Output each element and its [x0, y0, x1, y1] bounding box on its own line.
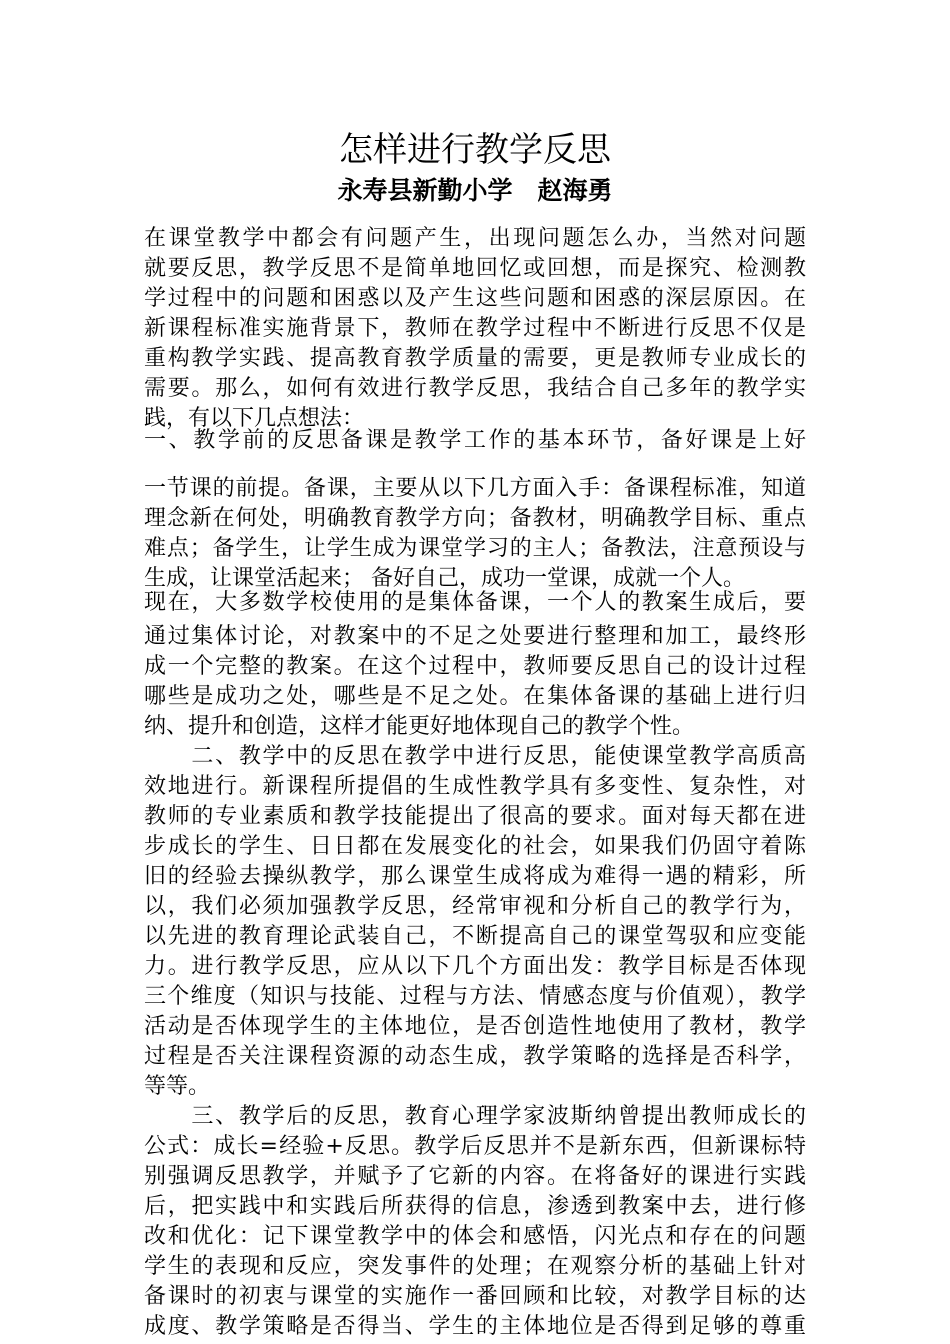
body-line: 等等。 [144, 1074, 211, 1099]
body-line: 备课时的初衷与课堂的实施作一番回顾和比较，对教学目标的达 [144, 1284, 806, 1309]
body-line: 就要反思，教学反思不是简单地回忆或回想，而是探究、检测教 [144, 256, 806, 281]
body-line: 通过集体讨论，对教案中的不足之处要进行整理和加工，最终形 [144, 624, 806, 649]
body-line: 公式：成长=经验+反思。教学后反思并不是新东西，但新课标特 [144, 1134, 806, 1159]
body-line: 效地进行。新课程所提倡的生成性教学具有多变性、复杂性，对 [144, 774, 806, 799]
body-line: 后，把实践中和实践后所获得的信息，渗透到教案中去，进行修 [144, 1194, 806, 1219]
body-line: 理念新在何处，明确教育教学方向；备教材，明确教学目标、重点 [144, 506, 806, 531]
body-line: 以先进的教育理论武装自己，不断提高自己的课堂驾驭和应变能 [144, 924, 806, 949]
body-line: 现在，大多数学校使用的是集体备课，一个人的教案生成后，要 [144, 590, 806, 615]
body-line: 纳、提升和创造，这样才能更好地体现自己的教学个性。 [144, 714, 695, 739]
body-line: 活动是否体现学生的主体地位，是否创造性地使用了教材，教学 [144, 1014, 806, 1039]
body-line: 教师的专业素质和教学技能提出了很高的要求。面对每天都在进 [144, 804, 806, 829]
body-line: 在课堂教学中都会有问题产生，出现问题怎么办，当然对问题 [144, 226, 806, 251]
body-line: 一、教学前的反思备课是教学工作的基本环节，备好课是上好 [144, 428, 806, 453]
body-line: 三、教学后的反思，教育心理学家波斯纳曾提出教师成长的 [144, 1104, 806, 1129]
body-line: 改和优化：记下课堂教学中的体会和感悟，闪光点和存在的问题 [144, 1224, 806, 1249]
body-line: 一节课的前提。备课，主要从以下几方面入手：备课程标准，知道 [144, 476, 806, 501]
body-line: 过程是否关注课程资源的动态生成，教学策略的选择是否科学， [144, 1044, 806, 1069]
body-line: 三个维度（知识与技能、过程与方法、情感态度与价值观），教学 [144, 984, 806, 1009]
body-line: 重构教学实践、提高教育教学质量的需要，更是教师专业成长的 [144, 346, 806, 371]
body-line: 力。进行教学反思，应从以下几个方面出发：教学目标是否体现 [144, 954, 806, 979]
body-line: 难点；备学生，让学生成为课堂学习的主人；备教法，注意预设与 [144, 536, 806, 561]
body-line: 哪些是成功之处，哪些是不足之处。在集体备课的基础上进行归 [144, 684, 806, 709]
body-line: 需要。那么，如何有效进行教学反思，我结合自己多年的教学实 [144, 376, 806, 401]
body-line: 践，有以下几点想法： [144, 406, 365, 431]
body-line: 成度、教学策略是否得当、学生的主体地位是否得到足够的尊重 [144, 1314, 806, 1339]
body-line: 别强调反思教学，并赋予了它新的内容。在将备好的课进行实践 [144, 1164, 806, 1189]
body-line: 步成长的学生、日日都在发展变化的社会，如果我们仍固守着陈 [144, 834, 806, 859]
document-author: 永寿县新勤小学 赵海勇 [337, 176, 613, 205]
document-title: 怎样进行教学反思 [339, 130, 611, 170]
body-line: 旧的经验去操纵教学，那么课堂生成将成为难得一遇的精彩，所 [144, 864, 806, 889]
body-line: 成一个完整的教案。在这个过程中，教师要反思自己的设计过程 [144, 654, 806, 679]
body-line: 生成，让课堂活起来； 备好自己，成功一堂课，成就一个人。 [144, 566, 745, 591]
body-line: 学生的表现和反应，突发事件的处理；在观察分析的基础上针对 [144, 1254, 806, 1279]
body-line: 二、教学中的反思在教学中进行反思，能使课堂教学高质高 [144, 744, 806, 769]
body-line: 新课程标准实施背景下，教师在教学过程中不断进行反思不仅是 [144, 316, 806, 341]
body-line: 以，我们必须加强教学反思，经常审视和分析自己的教学行为， [144, 894, 806, 919]
body-line: 学过程中的问题和困惑以及产生这些问题和困惑的深层原因。在 [144, 286, 806, 311]
